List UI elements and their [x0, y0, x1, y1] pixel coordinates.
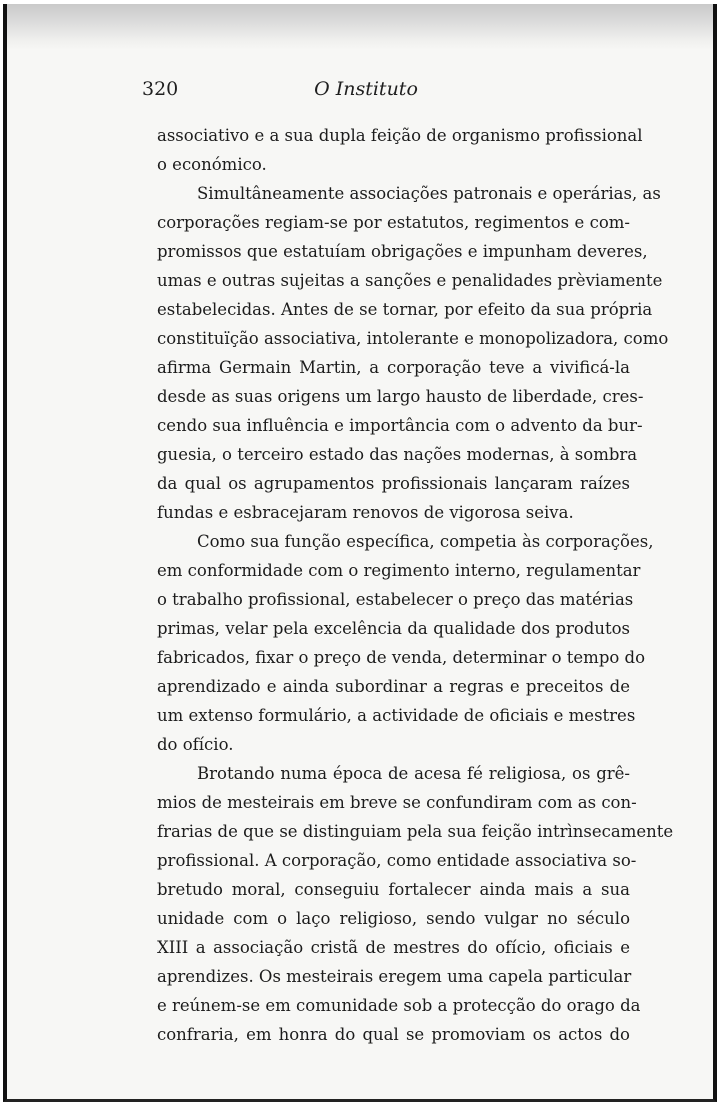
text-line: do ofício. [157, 735, 234, 754]
text-line: aprendizado e ainda subordinar a regras e preceitos de [157, 677, 630, 696]
paragraph-first-line: Brotando numa época de acesa fé religiosa, os grê- [197, 764, 630, 783]
text-line: o económico. [157, 155, 267, 174]
scan-shadow [7, 4, 713, 50]
text-line: desde as suas origens um largo hausto de liberdade, cres- [157, 387, 644, 406]
text-line: profissional. A corporação, como entidade associativa so- [157, 851, 637, 870]
text-line: um extenso formulário, a actividade de oficiais e mestres [157, 706, 636, 725]
text-line: da qual os agrupamentos profissionais lançaram raízes [157, 474, 630, 493]
text-line: em conformidade com o regimento interno, regulamentar [157, 561, 641, 580]
text-line: XIII a associação cristã de mestres do ofício, oficiais e [157, 938, 630, 957]
text-line: e reúnem-se em comunidade sob a protecção do orago da [157, 996, 641, 1015]
text-line: afirma Germain Martin, a corporação teve a vivificá-la [157, 358, 630, 377]
text-line: frarias de que se distinguiam pela sua feição intrìnsecamente [157, 822, 674, 841]
paragraph-first-line: Simultâneamente associações patronais e operárias, as [197, 184, 661, 203]
text-line: guesia, o terceiro estado das nações modernas, à sombra [157, 445, 638, 464]
page-number: 320 [142, 78, 179, 100]
text-line: bretudo moral, conseguiu fortalecer ainda mais a sua [157, 880, 630, 899]
text-line: confraria, em honra do qual se promoviam os actos do [157, 1025, 630, 1044]
text-line: o trabalho profissional, estabelecer o preço das matérias [157, 590, 634, 609]
text-line: estabelecidas. Antes de se tornar, por efeito da sua própria [157, 300, 653, 319]
paragraph-first-line: Como sua função específica, competia às corporações, [197, 532, 654, 551]
text-line: unidade com o laço religioso, sendo vulgar no século [157, 909, 630, 928]
text-line: mios de mesteirais em breve se confundiram com as con- [157, 793, 637, 812]
body-text [157, 121, 674, 1049]
page-header [142, 78, 590, 108]
text-line: umas e outras sujeitas a sanções e penalidades prèviamente [157, 271, 663, 290]
text-line: fundas e esbracejaram renovos de vigorosa seiva. [157, 503, 574, 522]
running-title: O Instituto [314, 78, 418, 100]
text-line: fabricados, fixar o preço de venda, determinar o tempo do [157, 648, 646, 667]
text-line: primas, velar pela excelência da qualidade dos produtos [157, 619, 630, 638]
text-line: cendo sua influência e importância com o advento da bur- [157, 416, 643, 435]
text-line: associativo e a sua dupla feição de organismo profissional [157, 126, 643, 145]
text-line: corporações regiam-se por estatutos, regimentos e com- [157, 213, 630, 232]
text-line: aprendizes. Os mesteirais eregem uma capela particular [157, 967, 632, 986]
text-line: promissos que estatuíam obrigações e impunham deveres, [157, 242, 648, 261]
text-line: constituïção associativa, intolerante e monopolizadora, como [157, 329, 669, 348]
